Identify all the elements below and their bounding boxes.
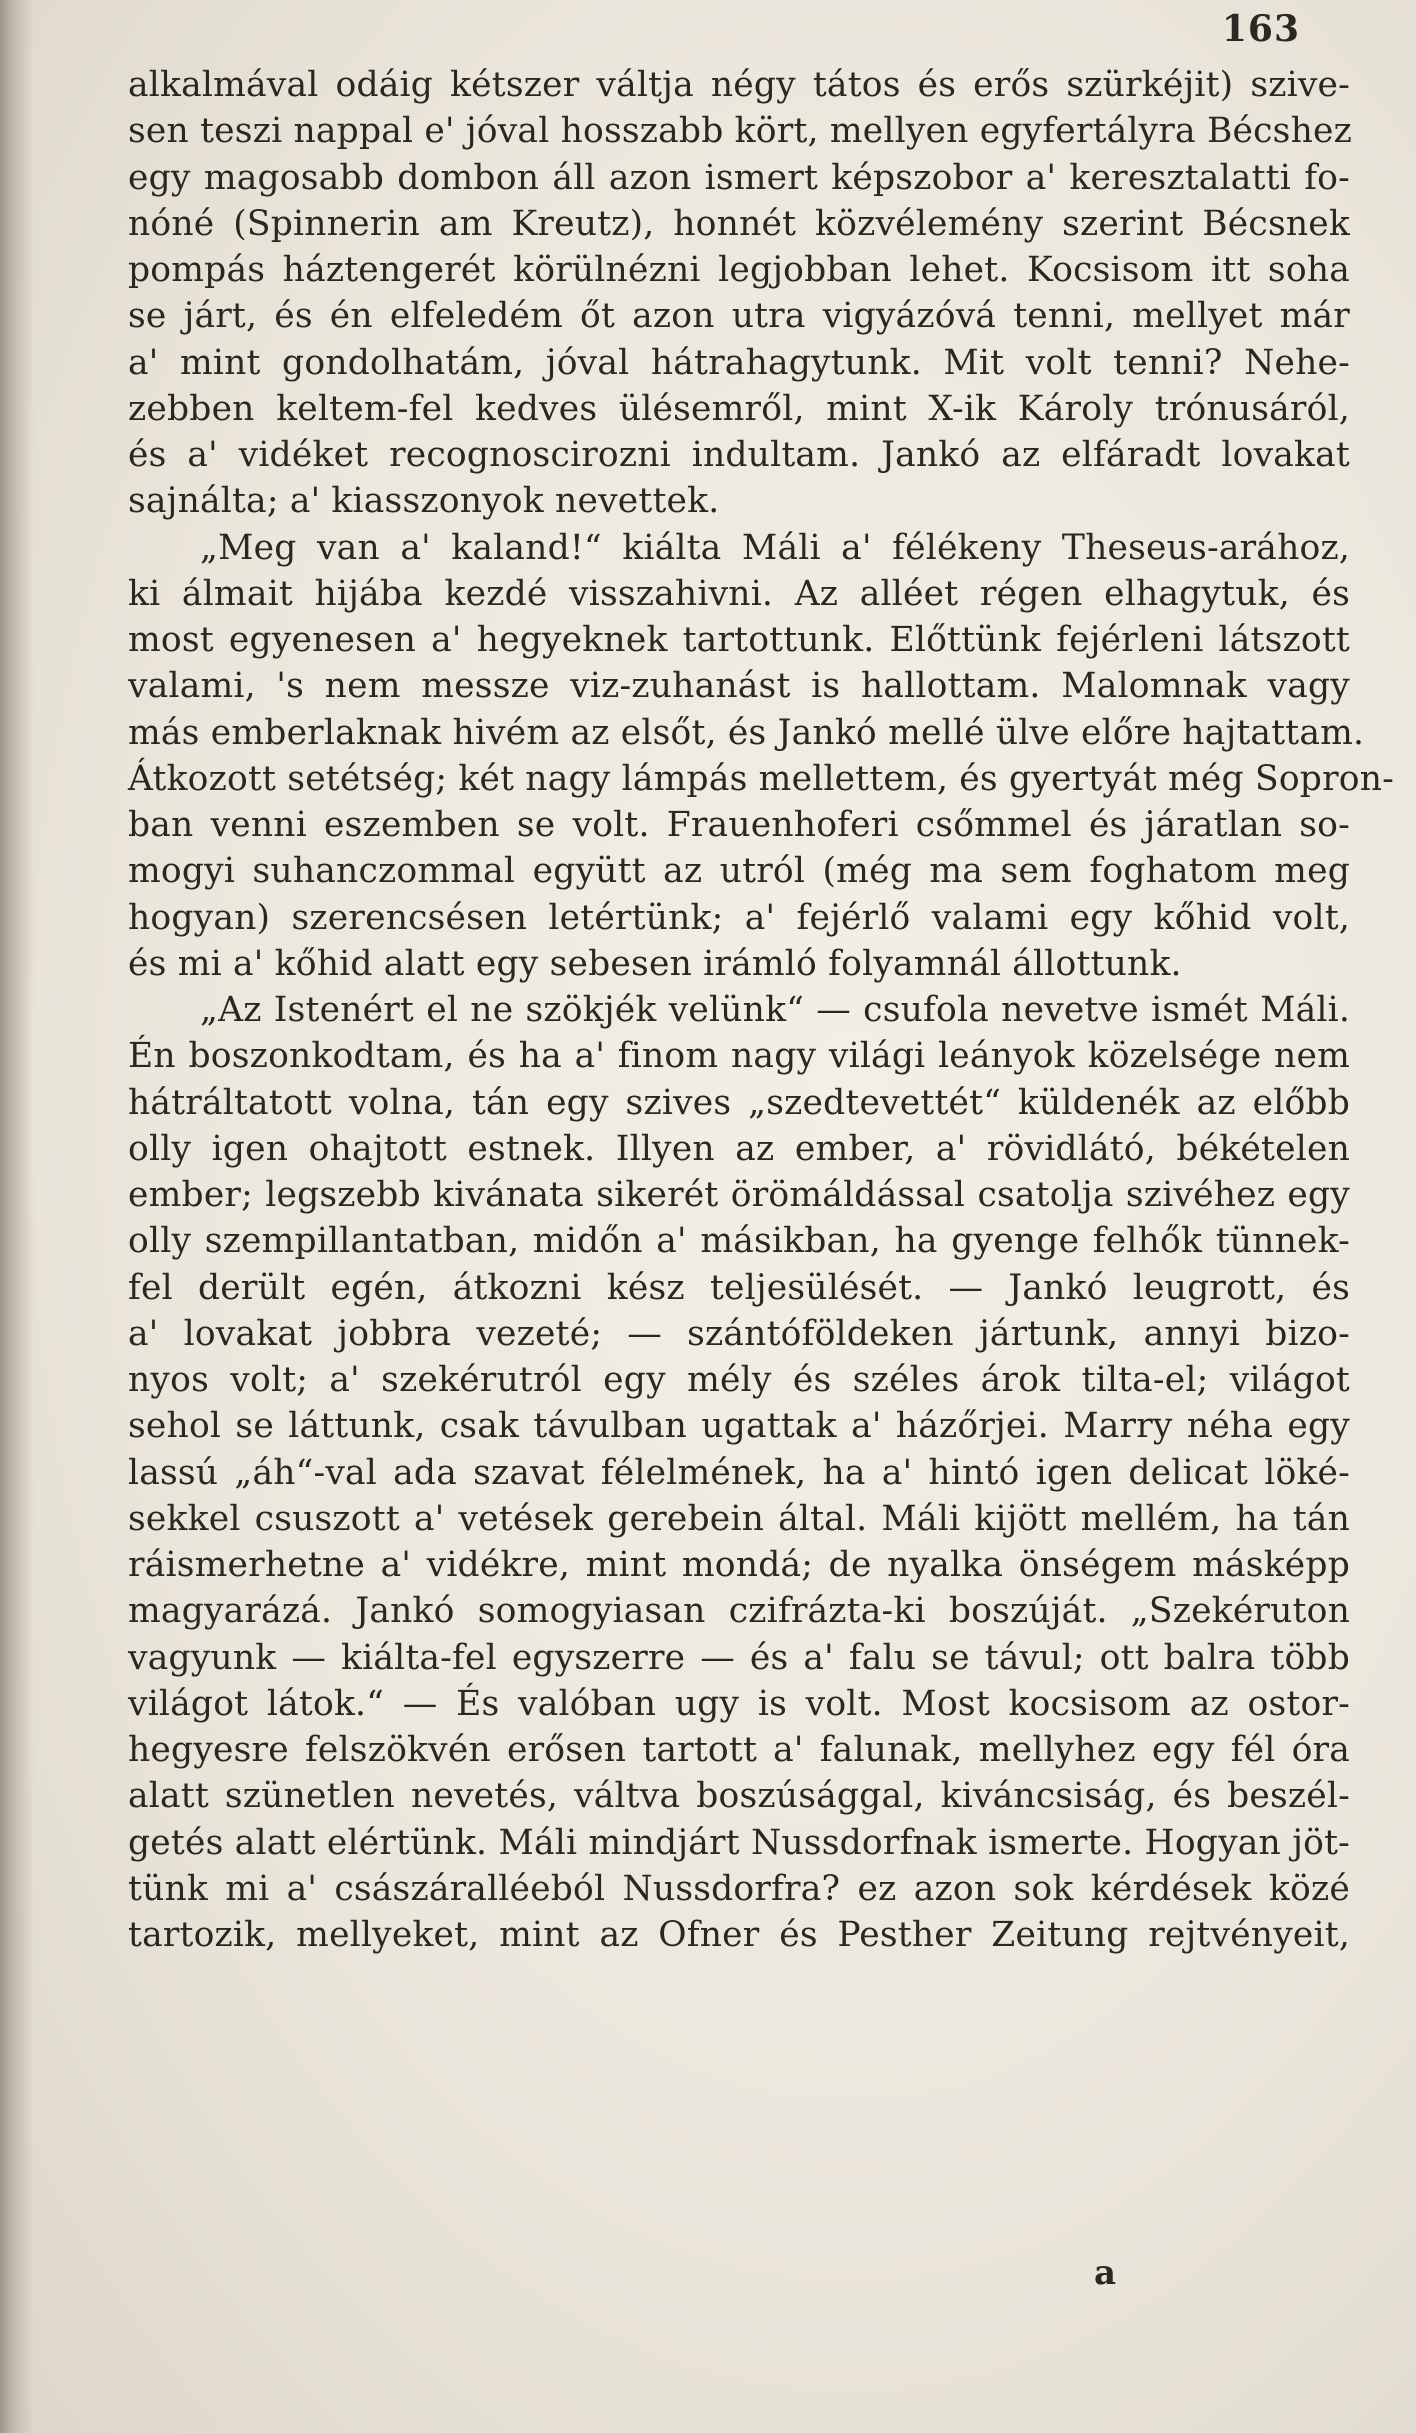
text-line: egy magosabb dombon áll azon ismert képszobor a' keresztalatti fo- — [128, 157, 1350, 198]
text-line: magyarázá. Jankó somogyiasan czifrázta-ki boszúját. „Szekéruton — [128, 1591, 1350, 1632]
text-line: mogyi suhanczommal együtt az utról (még ma sem foghatom meg — [128, 851, 1350, 892]
text-line: és mi a' kőhid alatt egy sebesen irámló folyamnál állottunk. — [128, 943, 1182, 984]
text-line: olly szempillantatban, midőn a' másikban, ha gyenge felhők tünnek- — [128, 1221, 1350, 1262]
text-line: hogyan) szerencsésen letértünk; a' fejérlő valami egy kőhid volt, — [128, 897, 1350, 938]
text-line: valami, 's nem messze viz-zuhanást is hallottam. Malomnak vagy — [128, 666, 1350, 707]
text-line: a' lovakat jobbra vezeté; — szántóföldeken jártunk, annyi bizo- — [128, 1313, 1350, 1354]
text-line: getés alatt elértünk. Máli mindjárt Nussdorfnak ismerte. Hogyan jöt- — [128, 1822, 1350, 1863]
text-line: fel derült egén, átkozni kész teljesülését. — Jankó leugrott, és — [128, 1267, 1350, 1308]
text-line: sajnálta; a' kiasszonyok nevettek. — [128, 481, 720, 522]
text-line: hegyesre felszökvén erősen tartott a' falunak, mellyhez egy fél óra — [128, 1730, 1350, 1770]
text-line: a' mint gondolhatám, jóval hátrahagytunk. Mit volt tenni? Nehe- — [128, 342, 1350, 383]
text-line: ki álmait hijába kezdé visszahivni. Az alléet régen elhagytuk, és — [128, 573, 1350, 614]
page-number: 163 — [1221, 8, 1300, 50]
text-line: alkalmával odáig kétszer váltja négy tátos és erős szürkéjit) szive- — [128, 65, 1350, 105]
text-line: világot látok.“ — És valóban ugy is volt. Most kocsisom az ostor- — [128, 1683, 1350, 1724]
text-line: és a' vidéket recognoscirozni indultam. Jankó az elfáradt lovakat — [128, 435, 1350, 475]
text-line: lassú „áh“-val ada szavat félelmének, ha a' hintó igen delicat löké- — [128, 1452, 1350, 1493]
text-line: most egyenesen a' hegyeknek tartottunk. Előttünk fejérleni látszott — [128, 620, 1350, 660]
binding-shadow — [0, 0, 34, 2433]
text-line: „Az Istenért el ne szökjék velünk“ — csufola nevetve ismét Máli. — [200, 990, 1350, 1030]
text-line: alatt szünetlen nevetés, váltva boszúsággal, kiváncsiság, és beszél- — [128, 1776, 1350, 1817]
text-line: se járt, és én elfeledém őt azon utra vigyázóvá tenni, mellyet már — [128, 296, 1350, 337]
text-line: ráismerhetne a' vidékre, mint mondá; de nyalka önségem másképp — [128, 1545, 1350, 1585]
text-line: sehol se láttunk, csak távulban ugattak a' házőrjei. Marry néha egy — [128, 1406, 1350, 1447]
catchword: a — [1093, 2253, 1116, 2293]
text-line: sekkel csuszott a' vetések gerebein által. Máli kijött mellém, ha tán — [128, 1498, 1350, 1539]
body-text — [128, 62, 1395, 1958]
text-line: ember; legszebb kivánata sikerét örömáldással csatolja szivéhez egy — [128, 1175, 1350, 1215]
text-line: nóné (Spinnerin am Kreutz), honnét közvélemény szerint Bécsnek — [128, 203, 1350, 244]
text-line: tünk mi a' császáralléeból Nussdorfra? ez azon sok kérdések közé — [128, 1868, 1350, 1909]
text-line: zebben keltem-fel kedves ülésemről, mint X-ik Károly trónusáról, — [128, 388, 1350, 429]
text-line: ban venni eszemben se volt. Frauenhoferi csőmmel és járatlan so- — [128, 805, 1350, 845]
text-line: pompás háztengerét körülnézni legjobban lehet. Kocsisom itt soha — [128, 250, 1350, 290]
text-line: olly igen ohajtott estnek. Illyen az ember, a' rövidlátó, békételen — [128, 1128, 1350, 1169]
text-line: hátráltatott volna, tán egy szives „szedtevettét“ küldenék az előbb — [128, 1082, 1350, 1123]
text-line: sen teszi nappal e' jóval hosszabb kört, mellyen egyfertályra Bécshez — [128, 111, 1352, 152]
text-line: tartozik, mellyeket, mint az Ofner és Pesther Zeitung rejtvényeit, — [128, 1915, 1350, 1955]
text-line: nyos volt; a' szekérutról egy mély és széles árok tilta-el; világot — [128, 1360, 1350, 1400]
text-line: Átkozott setétség; két nagy lámpás mellettem, és gyertyát még Sopron- — [128, 758, 1395, 799]
text-line: Én boszonkodtam, és ha a' finom nagy világi leányok közelsége nem — [128, 1036, 1350, 1077]
text-line: más emberlaknak hivém az elsőt, és Jankó mellé ülve előre hajtattam. — [128, 712, 1365, 753]
text-line: „Meg van a' kaland!“ kiálta Máli a' félékeny Theseus-arához, — [200, 527, 1350, 568]
text-line: vagyunk — kiálta-fel egyszerre — és a' falu se távul; ott balra több — [128, 1637, 1350, 1678]
